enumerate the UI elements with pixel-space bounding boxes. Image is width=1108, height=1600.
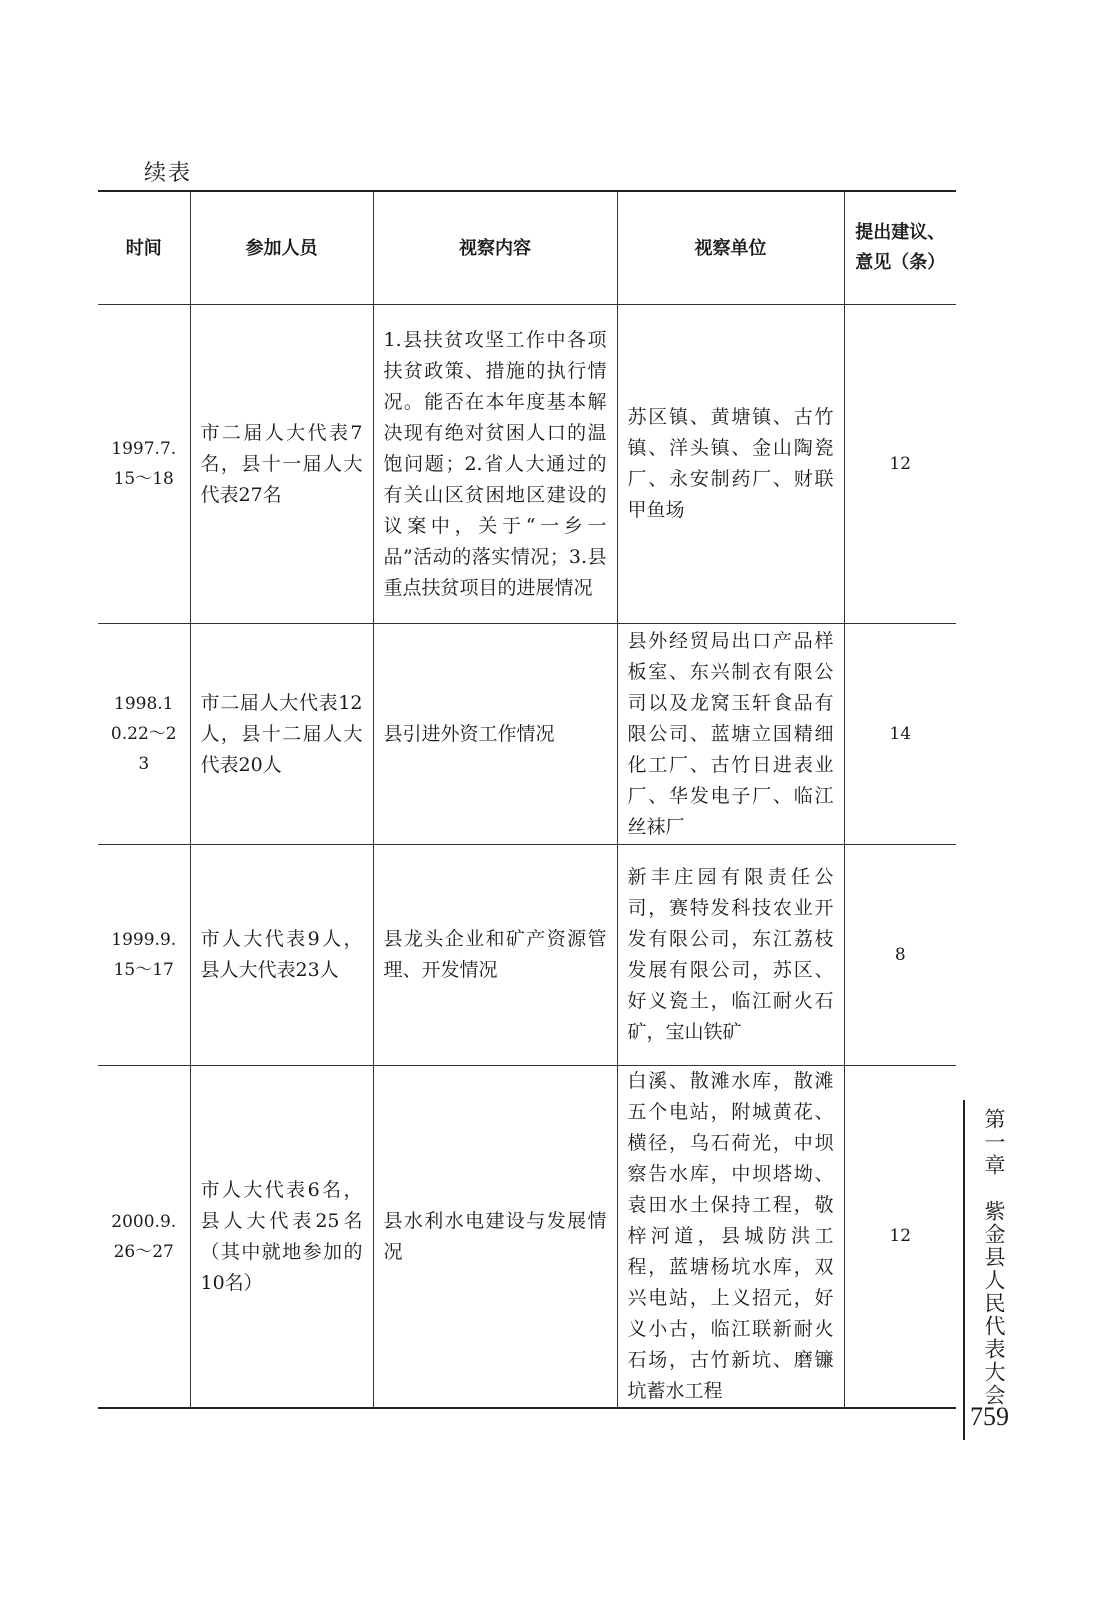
- cell-content: 1.县扶贫攻坚工作中各项扶贫政策、措施的执行情况。能否在本年度基本解决现有绝对贫困人口的温饱问题；2.省人大通过的有关山区贫困地区建设的议案中，关于“一乡一品”活动的落实情况；3.县重点扶贫项目的进展情况: [373, 305, 617, 624]
- cell-count: 12: [844, 1066, 956, 1409]
- table-row: [98, 305, 956, 624]
- header-time: 时间: [125, 237, 162, 259]
- cell-content: 县水利水电建设与发展情况: [373, 1066, 617, 1409]
- inspection-table: [98, 190, 956, 1409]
- table-header-row: [98, 191, 956, 305]
- cell-time: 1997.7.15～18: [111, 439, 177, 489]
- table-caption: 续表: [144, 161, 193, 186]
- cell-time: 1999.9.15～17: [111, 930, 177, 980]
- header-units: 视察单位: [617, 191, 844, 305]
- page-number: 759: [970, 1402, 1009, 1431]
- table-row: [98, 1066, 956, 1409]
- cell-participants: 市人大代表6名，县人大代表25名（其中就地参加的10名）: [190, 1066, 373, 1409]
- cell-time: 1998.10.22～23: [110, 694, 177, 774]
- cell-units: 苏区镇、黄塘镇、古竹镇、洋头镇、金山陶瓷厂、永安制药厂、财联甲鱼场: [617, 305, 844, 624]
- chapter-title: 第一章 紫金县人民代表大会: [982, 1108, 1006, 1407]
- cell-units: 新丰庄园有限责任公司，赛特发科技农业开发有限公司，东江荔枝发展有限公司，苏区、好义瓷土，临江耐火石矿，宝山铁矿: [617, 845, 844, 1066]
- header-content: 视察内容: [373, 191, 617, 305]
- cell-participants: 市二届人大代表7名，县十一届人大代表27名: [190, 305, 373, 624]
- cell-content: 县引进外资工作情况: [373, 624, 617, 845]
- header-count: 提出建议、意见（条）: [844, 191, 956, 305]
- cell-time: 2000.9.26～27: [111, 1211, 177, 1262]
- header-participants: 参加人员: [190, 191, 373, 305]
- cell-units: 白溪、散滩水库，散滩五个电站，附城黄花、横径，乌石荷光，中坝察告水库，中坝塔坳、袁田水土保持工程，敬梓河道，县城防洪工程，蓝塘杨坑水库，双兴电站，上义招元，好义小古，临江联新耐火石场，古竹新坑、磨镰坑蓄水工程: [617, 1066, 844, 1409]
- cell-units: 县外经贸局出口产品样板室、东兴制衣有限公司以及龙窝玉轩食品有限公司、蓝塘立国精细化工厂、古竹日进表业厂、华发电子厂、临江丝袜厂: [617, 624, 844, 845]
- cell-count: 14: [844, 624, 956, 845]
- side-divider: [963, 1100, 965, 1440]
- cell-participants: 市人大代表9人，县人大代表23人: [190, 845, 373, 1066]
- cell-participants: 市二届人大代表12人，县十二届人大代表20人: [190, 624, 373, 845]
- cell-count: 8: [844, 845, 956, 1066]
- table-row: [98, 845, 956, 1066]
- table-row: [98, 624, 956, 845]
- cell-count: 12: [844, 305, 956, 624]
- cell-content: 县龙头企业和矿产资源管理、开发情况: [373, 845, 617, 1066]
